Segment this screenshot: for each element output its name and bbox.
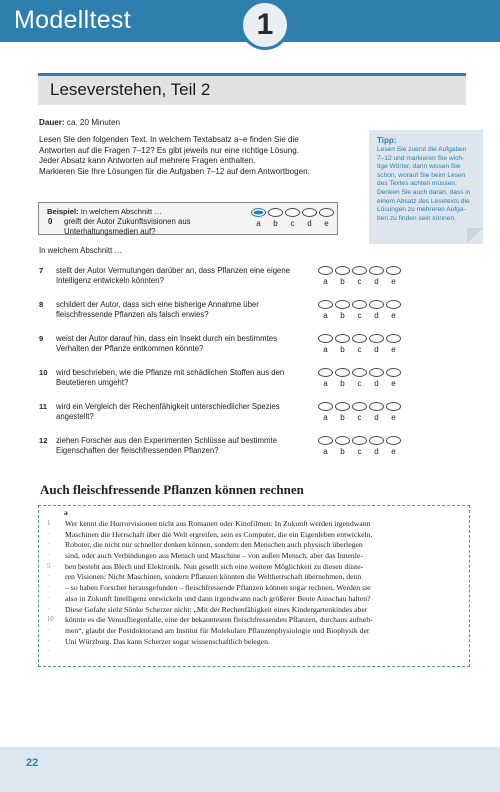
answer-oval-d[interactable] [369,300,384,309]
example-options [251,208,335,228]
option-letter: b [340,277,345,286]
option-letter: d [374,379,379,388]
text-line [47,530,467,541]
example-option-c [285,208,300,217]
line-number: · [47,584,50,592]
line-text: Diese Gefahr sieht Sönke Scherzer nicht: „Mit der Rechenfähigkeit eines Kindergartenkindes aber [65,604,368,614]
answer-oval-d[interactable] [369,436,384,445]
option-letter: b [273,219,278,228]
text-line [47,637,467,648]
question-number: 9 [39,334,44,343]
question-row [39,266,479,294]
option-letter: c [290,219,295,228]
reading-text-box [38,505,470,667]
question-number: 12 [39,436,48,445]
option-letter: e [324,219,329,228]
option-letter: c [357,379,362,388]
line-text: Uni Würzburg. Das kann Scherzer sogar wissenschaftlich belegen. [65,636,270,646]
answer-oval-e[interactable] [386,436,401,445]
question-text: schildert der Autor, dass sich eine bisherige Annahme über fleischfressende Pflanzen als falsch erwies? [56,300,259,319]
option-letter: e [391,447,396,456]
question-row [39,436,479,464]
question-number: 10 [39,368,48,377]
tip-line: ben zu finden sein können. [377,214,456,222]
option-letter: e [391,413,396,422]
text-line [47,605,467,616]
option-letter: e [391,311,396,320]
option-letter: c [357,413,362,422]
test-number-badge: 1 [240,0,290,50]
option-letter: d [374,345,379,354]
answer-oval-a[interactable] [318,402,333,411]
answer-options [318,266,401,286]
tip-line: 7–12 und markieren Sie wich- [377,154,465,162]
answer-oval-d[interactable] [369,368,384,377]
duration-label: Dauer: [39,118,65,127]
line-number: 5 [47,562,51,570]
footer-bar [0,747,500,792]
answer-oval-a[interactable] [318,436,333,445]
answer-oval-c[interactable] [352,368,367,377]
line-text: könnte es die Venusfliegenfalle, eine der bekanntesten fleischfressenden Pflanzen, durchaus aufneh- [65,615,373,625]
option-letter: a [323,311,328,320]
option-letter: a [323,277,328,286]
answer-oval-b[interactable] [335,402,350,411]
instruction-line: Jeder Absatz kann Antworten auf mehrere Fragen enthalten. [39,156,256,165]
answer-oval-d[interactable] [369,334,384,343]
text-line [47,615,467,626]
duration [39,118,120,129]
line-number: · [47,605,50,613]
line-text: – so haben Forscher herausgefunden – fleischfressende Pflanzen können sogar rechnen. Werden sie [65,583,371,593]
example-box [38,202,338,235]
example-lead [47,207,162,216]
duration-value: ca. 20 Minuten [66,118,120,127]
instructions [39,135,310,177]
text-line [47,562,467,573]
line-number: · [47,541,50,549]
answer-oval-e[interactable] [386,266,401,275]
line-number: 10 [47,616,54,624]
line-number: · [47,648,50,656]
line-text: Maschinen die Herrschaft über die Welt ergreifen, sein es Computer, die ein Eigenleben entwickeln, [65,529,373,539]
answer-oval-e[interactable] [386,368,401,377]
question-row [39,334,479,362]
option-letter: d [374,413,379,422]
answer-oval-c[interactable] [352,436,367,445]
answer-oval-a[interactable] [318,266,333,275]
tip-line: des Textes achten müssen. [377,180,457,188]
section-title: Leseverstehen, Teil 2 [50,80,211,99]
answer-oval-d[interactable] [369,266,384,275]
option-letter: d [374,311,379,320]
page-curl-decoration [467,228,483,244]
question-text: stellt der Autor Vermutungen darüber an, dass Pflanzen eine eigene Intelligenz entwickeln könnten? [56,266,291,285]
option-letter: e [391,277,396,286]
text-line [47,572,467,583]
tip-title: Tipp: [377,136,397,145]
option-letter: a [256,219,261,228]
question-row [39,300,479,328]
tip-line: einem Absatz des Lesetexts die [377,197,470,205]
questions-lead: In welchem Abschnitt … [39,246,123,255]
example-option-b [268,208,283,217]
question-number: 11 [39,402,48,411]
page-number: 22 [26,757,39,769]
text-line [47,551,467,562]
answer-oval-a[interactable] [318,368,333,377]
question-text: ziehen Forscher aus den Experimenten Schlüsse auf bestimmte Eigenschaften der fleischfressenden Pflanzen? [56,436,278,455]
option-letter: a [323,345,328,354]
line-text: men“, glaubt der Postdoktorand am Institut für Molekulare Pflanzenphysiologie und Biophysik der [65,625,370,635]
answer-options [318,334,401,354]
text-line [47,594,467,605]
option-letter: a [323,379,328,388]
option-letter: c [357,345,362,354]
option-letter: b [340,379,345,388]
option-letter: d [374,277,379,286]
line-number: · [47,594,50,602]
instruction-line: Antworten auf die Fragen 7–12? Es gibt jeweils nur eine richtige Lösung. [39,145,300,155]
line-text: sind, oder auch Verbindungen aus Mensch und Maschine – von außen Mensch, aber das Innenle- [65,551,363,561]
answer-options [318,402,401,422]
option-letter: a [323,447,328,456]
answer-oval-b[interactable] [335,266,350,275]
header-title: Modelltest [14,6,131,34]
header-bar [0,0,500,42]
paragraph-label: a [64,508,68,517]
option-letter: a [323,413,328,422]
option-letter: b [340,413,345,422]
answer-oval-b[interactable] [335,368,350,377]
line-text: Wer kennt die Horrorvisionen nicht aus Romanen oder Kinofilmen: In Zukunft werden irgendwann [65,519,371,528]
option-letter: b [340,345,345,354]
answer-oval-a[interactable] [318,300,333,309]
tip-line: tige Wörter, dann wissen Sie [377,163,461,171]
answer-options [318,300,401,320]
option-letter: c [357,447,362,456]
tip-text [377,146,475,223]
answer-oval-b[interactable] [335,300,350,309]
line-text: ren Visionen: Nicht Maschinen, sondern Pflanzen könnten die Weltherrschaft übernehmen, denn [65,572,362,582]
question-number: 8 [39,300,44,309]
answer-options [318,368,401,388]
instruction-line: Markieren Sie Ihre Lösungen für die Aufgaben 7–12 auf dem Antwortbogen. [39,166,310,176]
answer-options [318,436,401,456]
tip-line: schon, worauf Sie beim Lesen [377,171,466,179]
question-row [39,402,479,430]
option-letter: d [374,447,379,456]
option-letter: b [340,447,345,456]
answer-oval-c[interactable] [352,334,367,343]
text-line [47,626,467,637]
question-row [39,368,479,396]
line-number: · [47,530,50,538]
example-lead-text: In welchem Abschnitt … [80,207,162,216]
question-text: weist der Autor darauf hin, dass ein Insekt durch ein bestimmtes Verhalten der Pflanze entkommen könnte? [56,334,278,353]
answer-oval-c[interactable] [352,300,367,309]
line-number: · [47,573,50,581]
question-number: 7 [39,266,44,275]
tip-line: Lesen Sie zuerst die Aufgaben [377,146,467,153]
section-heading-box [38,73,466,105]
reading-lines [47,519,467,658]
tip-line: Lösungen zu mehreren Aufga- [377,206,466,214]
line-number: · [47,637,50,645]
answer-oval-d[interactable] [369,402,384,411]
line-text: also in Zukunft Intelligenz entwickeln und dann irgendwann nach größerer Beute Ausschau halten? [65,593,371,603]
example-option-a-selected [251,208,266,217]
example-option-e [319,208,334,217]
line-number: · [47,552,50,560]
line-text: Roboter, die nicht nur schneller denken können, sondern den Menschen auch physisch überlegen [65,540,363,550]
answer-oval-c[interactable] [352,402,367,411]
question-text: wird beschrieben, wie die Pflanze mit schädlichen Stoffen aus den Beutetieren umgeht? [56,368,285,387]
reading-title: Auch fleischfressende Pflanzen können rechnen [40,482,304,497]
option-letter: d [307,219,312,228]
text-line [47,583,467,594]
answer-oval-e[interactable] [386,402,401,411]
question-text: wird ein Vergleich der Rechenfähigkeit unterschiedlicher Spezies angestellt? [56,402,280,421]
tip-box [369,130,483,244]
answer-oval-c[interactable] [352,266,367,275]
option-letter: e [391,379,396,388]
example-option-d [302,208,317,217]
line-text: ben besteht aus Blech und Elektronik. Nun gesellt sich eine weitere Möglichkeit zu diesen düste- [65,561,364,571]
example-label: Beispiel: [47,207,79,216]
text-line [47,519,467,530]
text-line [47,540,467,551]
answer-oval-a[interactable] [318,334,333,343]
text-line [47,647,467,658]
instruction-line: Lesen Sie den folgenden Text. In welchem Textabsatz a–e finden Sie die [39,135,299,144]
option-letter: e [391,345,396,354]
option-letter: b [340,311,345,320]
answer-oval-e[interactable] [386,300,401,309]
option-letter: c [357,277,362,286]
answer-oval-b[interactable] [335,334,350,343]
line-number: 1 [47,520,51,527]
example-number: 0 [48,217,53,226]
answer-oval-e[interactable] [386,334,401,343]
line-number: · [47,626,50,634]
answer-oval-b[interactable] [335,436,350,445]
option-letter: c [357,311,362,320]
example-text: greift der Autor Zukunftsvisionen aus Unterhaltungsmedien auf? [64,217,191,236]
tip-line: Denken Sie auch daran, dass in [377,188,471,196]
